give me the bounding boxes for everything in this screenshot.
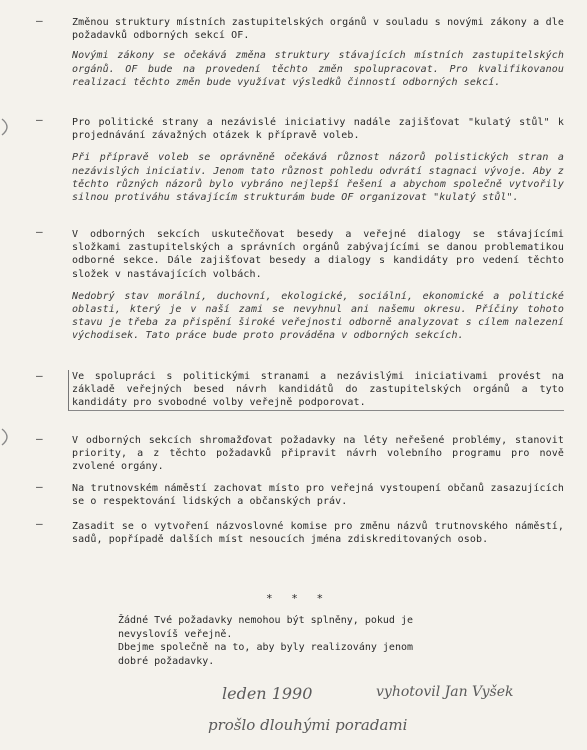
section-main-text: Zasadit se o vytvoření názvoslovné komise pro změnu názvů trutnovského náměstí, sadů, popřípadě dalších míst nesoucích jména zdiskreditovaných osob.	[72, 521, 564, 546]
section-6	[72, 482, 564, 508]
binder-ring-mark	[0, 426, 16, 448]
section-1	[72, 16, 564, 89]
section-4	[68, 370, 564, 411]
section-3	[72, 228, 564, 343]
handwritten-note: prošlo dlouhými poradami	[208, 716, 408, 734]
section-7	[72, 520, 564, 546]
section-main-text: Změnou struktury místních zastupitelských orgánů v souladu s novými zákony a dle požadavků odborných sekcí OF.	[72, 17, 564, 42]
section-main-text: Na trutnovském náměstí zachovat místo pro veřejná vystoupení občanů zasazujících se o respektování lidských a občanských práv.	[72, 483, 564, 508]
section-explanatory-text: Při přípravě voleb se oprávněně očekává různost názorů polistických stran a nezávislých iniciativ. Jenom tato různost pohledu odvrátí stagnaci vývoje. Aby z těchto různých názorů bylo vybráno nejlepší řešení a abychom společně vytvořily silnou protiváhu stávajícím strukturám bude OF organizovat "kulatý stůl".	[72, 152, 564, 204]
section-explanatory-text: Nedobrý stav morální, duchovní, ekologické, sociální, ekonomické a politické oblasti, který je v naší zami se nevyhnul ani našemu okresu. Příčiny tohoto stavu je třeba za přispění široké veřejnosti odborně analyzovat s cílem nalezení východisek. Tato práce bude proto prováděna v odborných sekcích.	[72, 290, 564, 342]
list-dash: –	[36, 14, 43, 27]
binder-ring-mark	[0, 116, 16, 138]
closing-statement	[118, 614, 498, 668]
closing-line: Dbejme společně na to, aby byly realizovány jenom	[118, 642, 414, 653]
section-main-text: V odborných sekcích uskutečňovat besedy a veřejné dialogy se stávajícími složkami zastupitelských a správních orgánů zabývajícími se danou problematikou odborné sekce. Dále zajišťovat besedy a dialogy s kandidáty pro vedení těchto složek v nastávajících volbách.	[72, 229, 564, 280]
list-dash: –	[36, 517, 43, 530]
section-main-text: Pro politické strany a nezávislé iniciativy nadále zajišťovat "kulatý stůl" k projednávání závažných otázek k přípravě voleb.	[72, 117, 564, 142]
section-2	[72, 116, 564, 204]
section-divider-stars: * * *	[266, 592, 330, 605]
section-main-text: Ve spolupráci s politickými stranami a nezávislými iniciativami provést na základě veřejných besed návrh kandidátů do zastupitelských orgánů a tyto kandidáty pro svobodné volby veřejně podporovat.	[72, 371, 564, 409]
closing-line: dobré požadavky.	[118, 655, 215, 667]
handwritten-author: vyhotovil Jan Vyšek	[376, 684, 514, 700]
list-dash: –	[36, 432, 43, 445]
list-dash: –	[36, 225, 43, 238]
section-main-text: V odborných sekcích shromažďovat požadavky na léty neřešené problémy, stanovit priority, a z těchto požadavků připravit návrh volebního programu pro nově zvolené orgány.	[72, 435, 564, 473]
closing-line: nevyslovíš veřejně.	[118, 628, 233, 640]
section-5	[72, 434, 564, 474]
list-dash: –	[36, 369, 43, 382]
handwritten-date: leden 1990	[222, 684, 313, 703]
section-explanatory-text: Novými zákony se očekává změna struktury stávajících místních zastupitelských orgánů. OF bude na provedení těchto změn spolupracovat. Pro kvalifikovanou realizaci těchto změn bude využívat výsledků činností odborných sekcí.	[72, 50, 564, 88]
list-dash: –	[36, 113, 43, 126]
closing-line: Žádné Tvé požadavky nemohou být splněny, pokud je	[118, 615, 414, 626]
list-dash: –	[36, 480, 43, 493]
